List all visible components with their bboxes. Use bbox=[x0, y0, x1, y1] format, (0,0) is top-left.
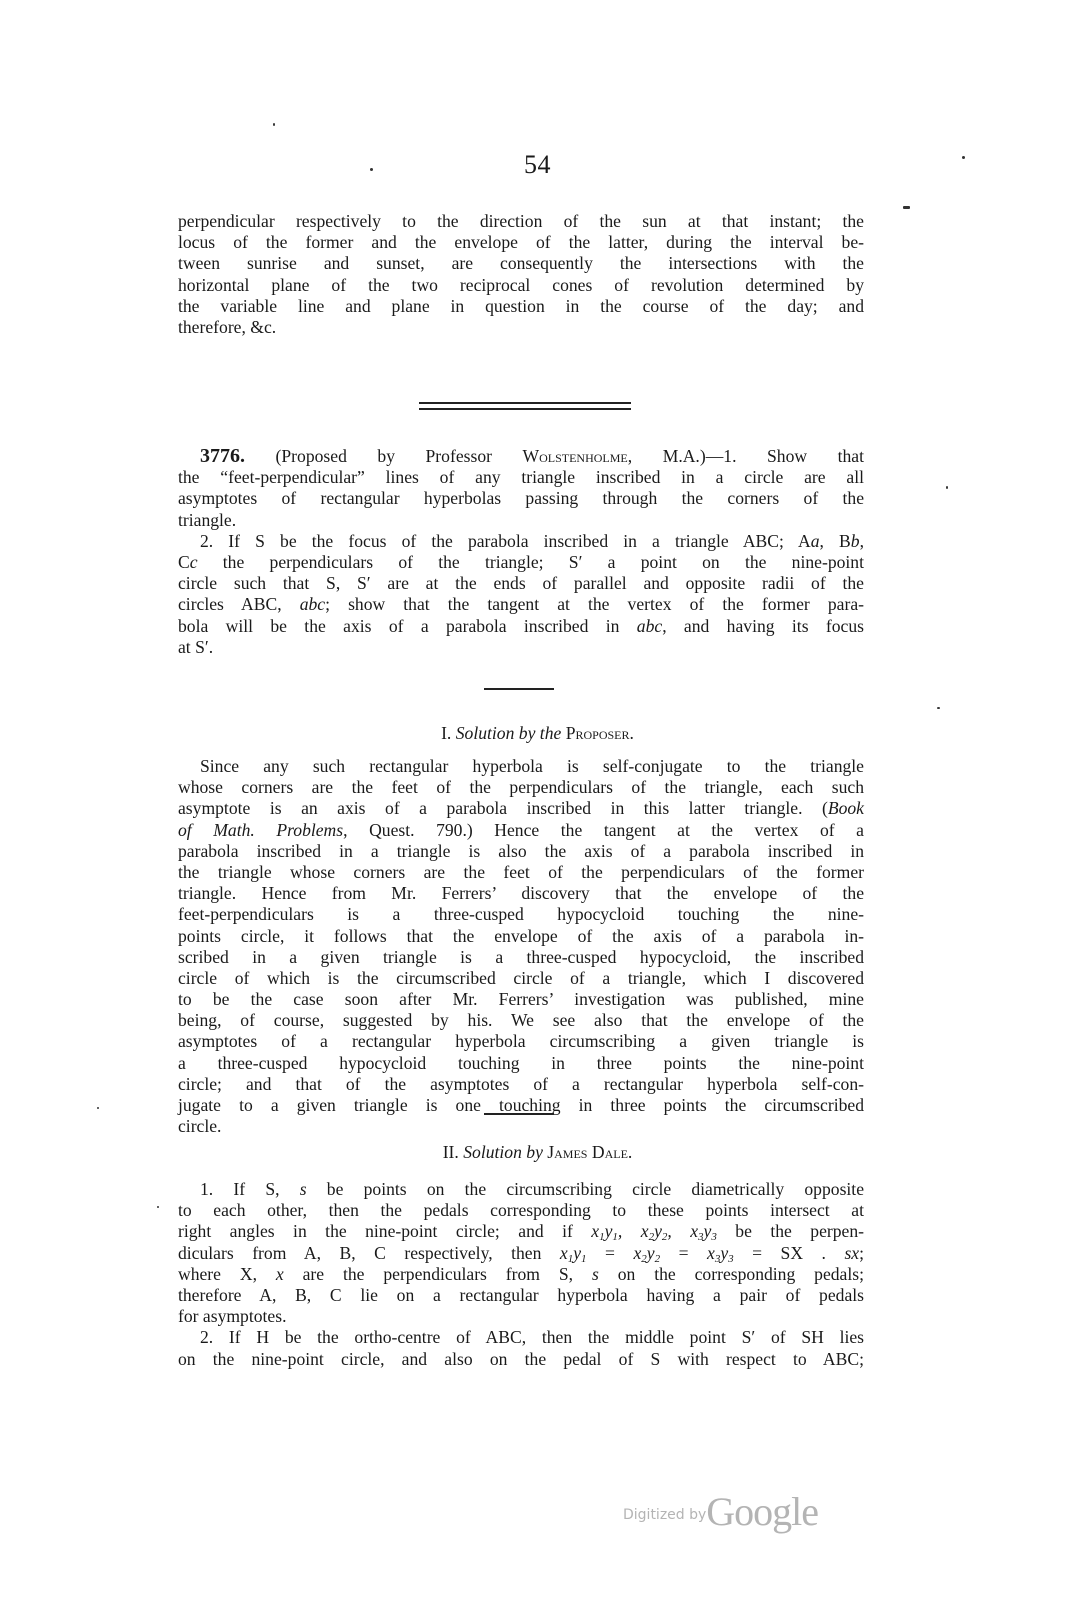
scan-speck bbox=[962, 156, 965, 159]
solution-2-body bbox=[178, 1179, 864, 1370]
text-line: of Math. Problems, Quest. 790.) Hence the tangent at the vertex of a bbox=[178, 819, 864, 840]
text-line: 2. If H be the ortho-centre of ABC, then the middle point S′ of SH lies bbox=[200, 1327, 864, 1348]
section-divider bbox=[419, 402, 631, 406]
math-expression: $x_1y_1$, $x_2y_2$, $x_3y_3$ bbox=[591, 1221, 717, 1244]
text-line: for asymptotes. bbox=[178, 1306, 287, 1327]
text-line: the “feet-perpendicular” lines of any triangle inscribed in a circle are all bbox=[178, 467, 864, 488]
digitized-by-google-watermark: Digitized byGoogle bbox=[623, 1489, 819, 1534]
text-line: therefore A, B, C lie on a rectangular hyperbola having a pair of pedals bbox=[178, 1284, 864, 1305]
question-intro: 3776. (Proposed by Professor Wolstenholme, M.A.)—1. Show that bbox=[200, 445, 864, 467]
scan-speck bbox=[903, 206, 910, 209]
text-line: being, of course, suggested by his. We see also that the envelope of the bbox=[178, 1010, 864, 1031]
divider-rule bbox=[484, 1113, 554, 1115]
book-reference: of Math. Problems bbox=[178, 819, 344, 840]
text-line: horizontal plane of the two reciprocal cones of revolution determined by bbox=[178, 274, 864, 295]
text-line: therefore, &c. bbox=[178, 316, 277, 337]
text-line: perpendicular respectively to the direction of the sun at that instant; the bbox=[178, 211, 864, 231]
question-3776 bbox=[178, 446, 864, 658]
text-line: triangle. Hence from Mr. Ferrers’ discovery that the envelope of the bbox=[178, 883, 864, 904]
text-line: circles ABC, abc; show that the tangent at the vertex of the former para- bbox=[178, 594, 864, 615]
section-divider bbox=[419, 408, 631, 412]
scan-speck bbox=[937, 707, 940, 709]
text-line: circle. bbox=[178, 1116, 222, 1137]
math-expression: $x_1y_1$ bbox=[559, 1242, 587, 1265]
solution-1-author: Proposer. bbox=[565, 723, 634, 743]
solution-2-heading: II. Solution by James Dale. bbox=[442, 1142, 633, 1162]
text-line: triangle. bbox=[178, 509, 237, 530]
scan-speck bbox=[273, 123, 275, 126]
text-line: the variable line and plane in question in the course of the day; and bbox=[178, 295, 864, 316]
text-line: points circle, it follows that the envelope of the axis of a parabola in- bbox=[178, 925, 864, 946]
text-line: feet-perpendiculars is a three-cusped hypocycloid touching the nine- bbox=[178, 904, 864, 925]
text-line: locus of the former and the envelope of the latter, during the interval be- bbox=[178, 232, 864, 253]
text-line: at S′. bbox=[178, 636, 214, 657]
text-line: asymptotes of rectangular hyperbolas passing through the corners of the bbox=[178, 488, 864, 509]
text-line: where X, x are the perpendiculars from S, s on the corresponding pedals; bbox=[178, 1263, 864, 1284]
text-line: asymptote is an axis of a parabola inscribed in this latter triangle. (Book bbox=[178, 798, 864, 819]
scan-speck bbox=[97, 1107, 99, 1109]
text-line: whose corners are the feet of the perpendiculars of the triangle, each such bbox=[178, 777, 864, 798]
continuation-paragraph bbox=[178, 211, 864, 338]
text-line: the triangle whose corners are the feet of the perpendiculars of the former bbox=[178, 861, 864, 882]
question-number: 3776. bbox=[200, 445, 245, 467]
text-line: 2. If S be the focus of the parabola inscribed in a triangle ABC; Aa, Bb, bbox=[200, 530, 864, 551]
divider-rule bbox=[484, 688, 554, 690]
text-line: asymptotes of a rectangular hyperbola circumscribing a given triangle is bbox=[178, 1031, 864, 1052]
text-line: a three-cusped hypocycloid touching in three points the nine-point bbox=[178, 1052, 864, 1073]
text-line: circle; and that of the asymptotes of a rectangular hyperbola self-con- bbox=[178, 1073, 864, 1094]
text-line: scribed in a given triangle is a three-cusped hypocycloid, the inscribed bbox=[178, 946, 864, 967]
text-line: to each other, then the pedals corresponding to these points intersect at bbox=[178, 1200, 864, 1221]
scan-speck bbox=[370, 168, 373, 171]
text-line: Since any such rectangular hyperbola is self-conjugate to the triangle bbox=[200, 756, 864, 776]
solution-2-author: James Dale. bbox=[547, 1142, 633, 1162]
text-line: jugate to a given triangle is one touching in three points the circumscribed bbox=[178, 1095, 864, 1115]
text-line: on the nine-point circle, and also on the pedal of S with respect to ABC; bbox=[178, 1348, 864, 1369]
google-logo: Google bbox=[706, 1489, 819, 1534]
text-line: right angles in the nine-point circle; and if $x_1y_1$, $x_2y_2$, $x_3y_3$ be the perpen- bbox=[178, 1221, 865, 1244]
text-line: circle such that S, S′ are at the ends of parallel and opposite radii of the bbox=[178, 573, 864, 594]
text-line: bola will be the axis of a parabola inscribed in abc, and having its focus bbox=[178, 615, 864, 636]
proposer-name: Wolstenholme bbox=[522, 446, 628, 466]
text-line: 1. If S, s be points on the circumscribing circle diametrically opposite bbox=[200, 1179, 865, 1199]
solution-1-heading: I. Solution by the Proposer. bbox=[441, 723, 634, 743]
text-line: Cc the perpendiculars of the triangle; S′ a point on the nine-point bbox=[178, 551, 864, 572]
scan-speck bbox=[946, 486, 948, 489]
text-line: to be the case soon after Mr. Ferrers’ investigation was published, mine bbox=[178, 989, 864, 1010]
text-line: circle of which is the circumscribed circle of a triangle, which I discovered bbox=[178, 967, 864, 988]
text-line: diculars from A, B, C respectively, then $x_1y_1 = x_2y_2 = x_3y_3$ = SX . sx; bbox=[178, 1242, 864, 1265]
text-line: parabola inscribed in a triangle is also the axis of a parabola inscribed in bbox=[178, 840, 864, 861]
scan-speck bbox=[157, 1206, 159, 1208]
text-line: tween sunrise and sunset, are consequently the intersections with the bbox=[178, 253, 864, 274]
solution-1-body bbox=[178, 756, 864, 1137]
page-number: 54 bbox=[524, 150, 551, 179]
